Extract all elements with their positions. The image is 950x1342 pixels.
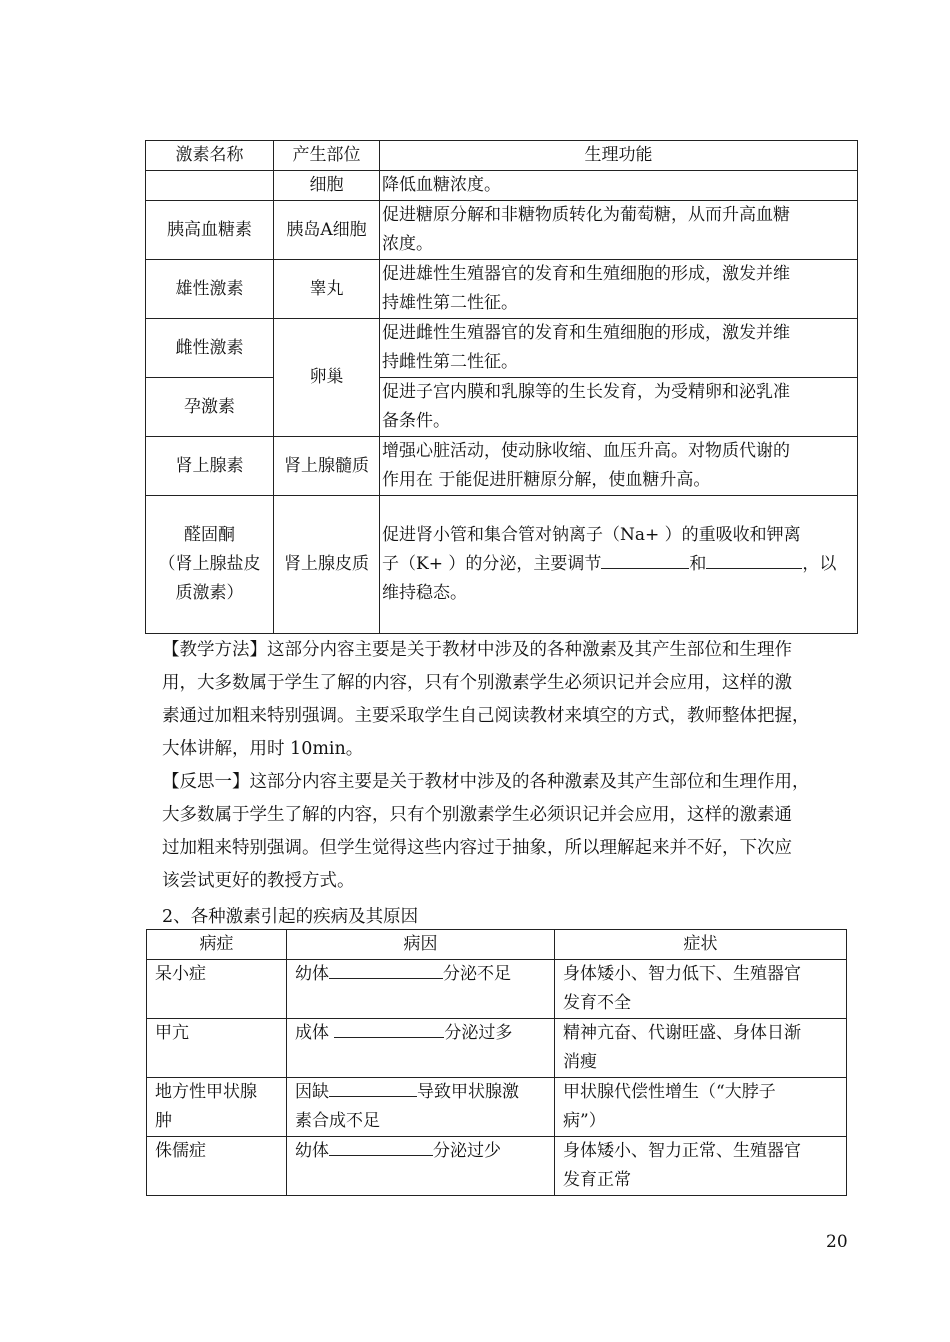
table-row bbox=[146, 437, 858, 496]
fill-blank bbox=[329, 1137, 433, 1156]
hormone-name-cell: 雄性激素 bbox=[146, 260, 274, 319]
header-function: 生理功能 bbox=[380, 141, 858, 171]
symptom-cell: 身体矮小、智力低下、生殖器官 发育不全 bbox=[555, 960, 847, 1019]
function-cell: 促进肾小管和集合管对钠离子（Na+ ）的重吸收和钾离 子（K+ ）的分泌，主要调节 和 ，以 维持稳态。 bbox=[380, 496, 858, 634]
site-cell: 肾上腺皮质 bbox=[274, 496, 380, 634]
table-row bbox=[147, 1078, 847, 1137]
disease-table bbox=[146, 929, 847, 1196]
table-row bbox=[147, 960, 847, 1019]
hormone-name-cell: 雌性激素 bbox=[146, 319, 274, 378]
function-cell: 促进雄性生殖器官的发育和生殖细胞的形成，激发并维 持雄性第二性征。 bbox=[380, 260, 858, 319]
table-row bbox=[146, 260, 858, 319]
function-cell: 增强心脏活动，使动脉收缩、血压升高。对物质代谢的 作用在 于能促进肝糖原分解，使血糖升高。 bbox=[380, 437, 858, 496]
teaching-method-paragraph: 【教学方法】这部分内容主要是关于教材中涉及的各种激素及其产生部位和生理作 用，大多数属于学生了解的内容，只有个别激素学生必须识记并会应用，这样的激 素通过加粗来特别强调。主要采取学生自己阅读教材来填空的方式，教师整体把握， 大体讲解，用时 10min。 bbox=[162, 640, 810, 759]
site-cell: 卵巢 bbox=[274, 319, 380, 437]
cause-cell: 幼体 分泌过少 bbox=[287, 1137, 555, 1196]
site-cell: 细胞 bbox=[274, 171, 380, 201]
table-row bbox=[147, 1137, 847, 1196]
cause-cell: 因缺 导致甲状腺激 素合成不足 bbox=[287, 1078, 555, 1137]
reflection-paragraph: 【反思一】这部分内容主要是关于教材中涉及的各种激素及其产生部位和生理作用， 大多数属于学生了解的内容，只有个别激素学生必须识记并会应用，这样的激素通 过加粗来特别强调。但学生觉得这些内容过于抽象，所以理解起来并不好，下次应 该尝试更好的教授方式。 bbox=[162, 772, 810, 891]
hormone-name-cell bbox=[146, 171, 274, 201]
table-row bbox=[147, 1019, 847, 1078]
hormone-name-cell: 醛固酮 （肾上腺盐皮 质激素） bbox=[146, 496, 274, 634]
fill-blank bbox=[601, 550, 689, 569]
symptom-cell: 精神亢奋、代谢旺盛、身体日渐 消瘦 bbox=[555, 1019, 847, 1078]
disease-cell: 侏儒症 bbox=[147, 1137, 287, 1196]
function-cell: 促进雌性生殖器官的发育和生殖细胞的形成，激发并维 持雌性第二性征。 bbox=[380, 319, 858, 378]
disease-cell: 地方性甲状腺 肿 bbox=[147, 1078, 287, 1137]
page-number: 20 bbox=[826, 1232, 848, 1252]
fill-blank bbox=[329, 960, 443, 979]
header-symptom: 症状 bbox=[555, 930, 847, 960]
disease-cell: 呆小症 bbox=[147, 960, 287, 1019]
table-row bbox=[146, 496, 858, 634]
header-cause: 病因 bbox=[287, 930, 555, 960]
disease-cell: 甲亢 bbox=[147, 1019, 287, 1078]
header-hormone-name: 激素名称 bbox=[146, 141, 274, 171]
section-heading: 2、各种激素引起的疾病及其原因 bbox=[162, 907, 419, 927]
cause-cell: 成体 分泌过多 bbox=[287, 1019, 555, 1078]
function-cell: 降低血糖浓度。 bbox=[380, 171, 858, 201]
table-row bbox=[146, 319, 858, 378]
hormone-name-cell: 孕激素 bbox=[146, 378, 274, 437]
hormone-table bbox=[145, 140, 858, 634]
header-site: 产生部位 bbox=[274, 141, 380, 171]
hormone-name-cell: 胰高血糖素 bbox=[146, 201, 274, 260]
table-header-row bbox=[146, 141, 858, 171]
table-row bbox=[146, 201, 858, 260]
table-row bbox=[146, 171, 858, 201]
table-row bbox=[146, 378, 858, 437]
function-cell: 促进糖原分解和非糖物质转化为葡萄糖，从而升高血糖 浓度。 bbox=[380, 201, 858, 260]
table-header-row bbox=[147, 930, 847, 960]
site-cell: 睾丸 bbox=[274, 260, 380, 319]
site-cell: 肾上腺髓质 bbox=[274, 437, 380, 496]
function-cell: 促进子宫内膜和乳腺等的生长发育，为受精卵和泌乳准 备条件。 bbox=[380, 378, 858, 437]
symptom-cell: 甲状腺代偿性增生（“大脖子 病”） bbox=[555, 1078, 847, 1137]
site-cell: 胰岛A细胞 bbox=[274, 201, 380, 260]
fill-blank bbox=[706, 550, 802, 569]
symptom-cell: 身体矮小、智力正常、生殖器官 发育正常 bbox=[555, 1137, 847, 1196]
fill-blank bbox=[334, 1019, 444, 1038]
header-disease: 病症 bbox=[147, 930, 287, 960]
cause-cell: 幼体 分泌不足 bbox=[287, 960, 555, 1019]
fill-blank bbox=[329, 1078, 417, 1097]
hormone-name-cell: 肾上腺素 bbox=[146, 437, 274, 496]
